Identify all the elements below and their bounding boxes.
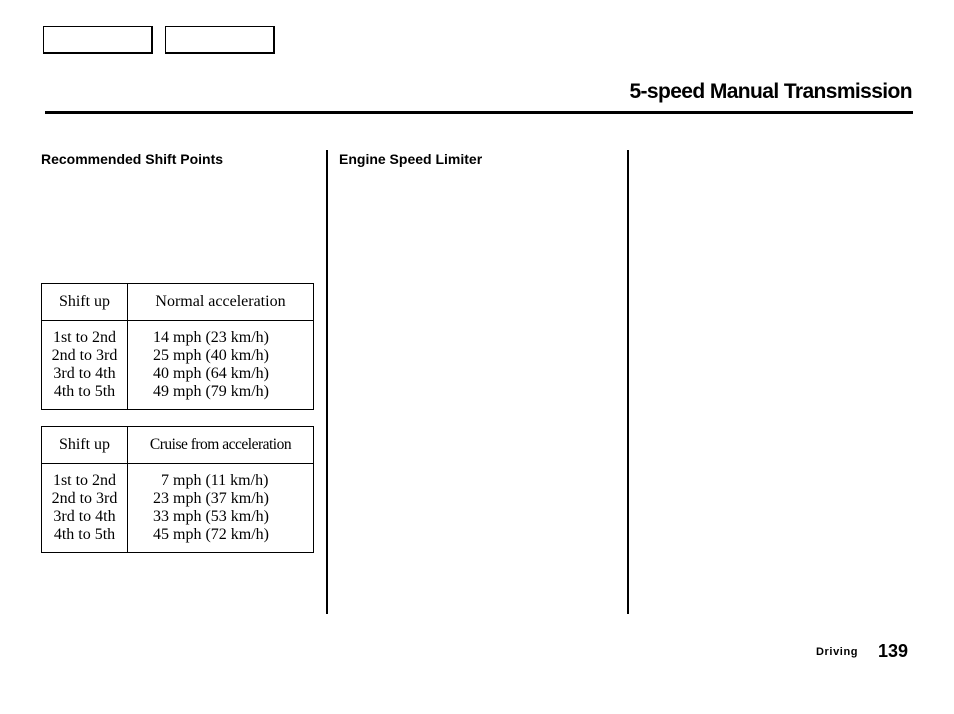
gear-cell: 4th to 5th	[42, 526, 128, 553]
footer-section-label: Driving	[816, 646, 859, 658]
table-row	[42, 490, 314, 508]
table-header-row	[42, 284, 314, 321]
section-heading-shift-points: Recommended Shift Points	[41, 151, 224, 167]
table-row	[42, 321, 314, 348]
speed-cell: 40 mph (64 km/h)	[128, 365, 314, 383]
page-number: 139	[878, 641, 909, 661]
table-row	[42, 383, 314, 410]
gear-cell: 4th to 5th	[42, 383, 128, 410]
gear-cell: 3rd to 4th	[42, 508, 128, 526]
speed-cell: 45 mph (72 km/h)	[128, 526, 314, 553]
table-row	[42, 365, 314, 383]
speed-cell: 14 mph (23 km/h)	[128, 321, 314, 348]
speed-cell: 33 mph (53 km/h)	[128, 508, 314, 526]
speed-cell: 23 mph (37 km/h)	[128, 490, 314, 508]
column-divider	[326, 150, 328, 614]
table-header-cell: Normal acceleration	[128, 284, 314, 321]
gear-cell: 2nd to 3rd	[42, 490, 128, 508]
table-header-cell: Cruise from acceleration	[128, 427, 314, 464]
table-header-cell: Shift up	[42, 427, 128, 464]
next-page-button[interactable]	[165, 26, 275, 54]
gear-cell: 2nd to 3rd	[42, 347, 128, 365]
page-title: 5-speed Manual Transmission	[629, 80, 912, 103]
gear-cell: 1st to 2nd	[42, 321, 128, 348]
table-row	[42, 526, 314, 553]
previous-page-button[interactable]	[43, 26, 153, 54]
gear-cell: 3rd to 4th	[42, 365, 128, 383]
section-heading-speed-limiter: Engine Speed Limiter	[339, 151, 483, 167]
shift-table-normal	[41, 283, 314, 410]
shift-table-cruise	[41, 426, 314, 553]
title-rule	[45, 111, 913, 114]
table-row	[42, 508, 314, 526]
table-row	[42, 464, 314, 491]
column-divider	[627, 150, 629, 614]
table-header-cell: Shift up	[42, 284, 128, 321]
speed-cell: 49 mph (79 km/h)	[128, 383, 314, 410]
table-row	[42, 347, 314, 365]
speed-cell: 7 mph (11 km/h)	[128, 464, 314, 491]
table-header-row	[42, 427, 314, 464]
speed-cell: 25 mph (40 km/h)	[128, 347, 314, 365]
gear-cell: 1st to 2nd	[42, 464, 128, 491]
